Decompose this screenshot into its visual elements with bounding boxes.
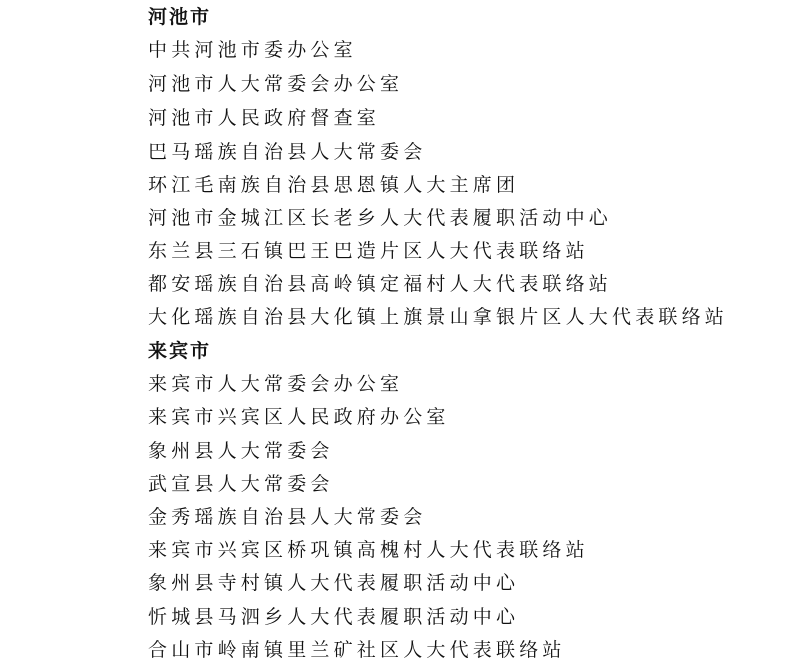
list-item: 来宾市兴宾区人民政府办公室 (148, 406, 450, 428)
list-item: 象州县寺村镇人大代表履职活动中心 (148, 572, 520, 594)
list-item: 大化瑶族自治县大化镇上旗景山拿银片区人大代表联络站 (148, 306, 729, 328)
list-item: 都安瑶族自治县高岭镇定福村人大代表联络站 (148, 273, 613, 295)
list-item: 来宾市人大常委会办公室 (148, 373, 404, 395)
list-item: 金秀瑶族自治县人大常委会 (148, 506, 427, 528)
list-item: 忻城县马泗乡人大代表履职活动中心 (148, 606, 520, 628)
list-item: 象州县人大常委会 (148, 440, 334, 462)
list-item: 河池市金城江区长老乡人大代表履职活动中心 (148, 207, 613, 229)
list-item: 武宣县人大常委会 (148, 473, 334, 495)
list-item: 合山市岭南镇里兰矿社区人大代表联络站 (148, 639, 566, 661)
list-item: 环江毛南族自治县思恩镇人大主席团 (148, 174, 520, 196)
list-item: 巴马瑶族自治县人大常委会 (148, 141, 427, 163)
section-heading-laibin: 来宾市 (148, 340, 212, 362)
section-heading-hechi: 河池市 (148, 6, 212, 28)
list-item: 中共河池市委办公室 (148, 39, 357, 61)
list-item: 来宾市兴宾区桥巩镇高槐村人大代表联络站 (148, 539, 589, 561)
list-item: 河池市人大常委会办公室 (148, 73, 404, 95)
list-item: 东兰县三石镇巴王巴造片区人大代表联络站 (148, 240, 589, 262)
list-item: 河池市人民政府督查室 (148, 107, 381, 129)
